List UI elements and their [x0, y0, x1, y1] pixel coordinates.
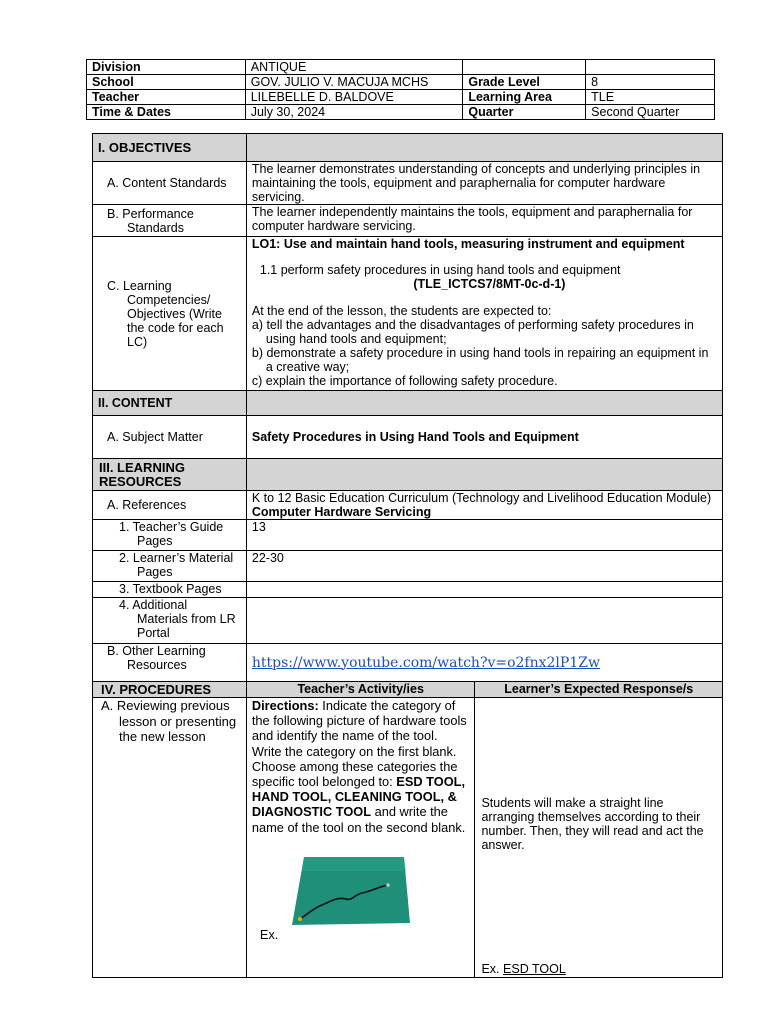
teacher-activity-cell	[246, 698, 475, 978]
additional-materials-value	[246, 598, 722, 644]
school-value: GOV. JULIO V. MACUJA MCHS	[245, 75, 463, 90]
other-resources-cell	[246, 644, 722, 682]
lo1-title: LO1: Use and maintain hand tools, measuring instrument and equipment	[251, 237, 685, 251]
quarter-label: Quarter	[463, 105, 586, 120]
time-dates-value: July 30, 2024	[245, 105, 463, 120]
content-heading: II. CONTENT	[93, 391, 247, 416]
teachers-guide-value: 13	[246, 520, 722, 551]
objective-c: c) explain the importance of following safety procedure.	[251, 374, 558, 388]
directions-text	[252, 698, 470, 835]
learners-material-label: 2. Learner’s Material Pages	[93, 551, 247, 582]
references-bold: Computer Hardware Servicing	[251, 505, 432, 519]
references-text: K to 12 Basic Education Curriculum (Technology and Livelihood Education Module)	[251, 491, 712, 505]
youtube-link[interactable]: https://www.youtube.com/watch?v=o2fnx2lP1Zw	[251, 654, 600, 671]
content-heading-fill	[246, 391, 722, 416]
other-resources-label: B. Other Learning Resources	[93, 644, 247, 682]
learning-competencies-cell	[246, 237, 722, 391]
empty-cell	[463, 60, 586, 75]
references-label: A. References	[93, 491, 247, 520]
learning-area-label: Learning Area	[463, 90, 586, 105]
learning-area-value: TLE	[586, 90, 715, 105]
performance-standards-text: The learner independently maintains the tools, equipment and paraphernalia for computer hardware servicing.	[246, 205, 722, 237]
lesson-plan-table	[92, 133, 723, 978]
example-label: Ex.	[259, 926, 279, 942]
example-answer-prefix: Ex.	[481, 962, 504, 976]
performance-standards-label: B. Performance Standards	[93, 205, 247, 237]
directions-tail: and write the name of the tool on the second blank.	[251, 804, 466, 835]
learning-competencies-label: C. Learning Competencies/ Objectives (Write the code for each LC)	[93, 237, 247, 391]
learners-material-value: 22-30	[246, 551, 722, 582]
content-standards-label: A. Content Standards	[93, 162, 247, 205]
teachers-guide-label: 1. Teacher’s Guide Pages	[93, 520, 247, 551]
competency-item: 1.1 perform safety procedures in using hand tools and equipment	[259, 263, 621, 277]
example-answer-value: ESD TOOL	[503, 962, 566, 976]
objectives-heading: I. OBJECTIVES	[93, 134, 247, 162]
quarter-value: Second Quarter	[586, 105, 715, 120]
reviewing-lesson-label: A. Reviewing previous lesson or presenting the new lesson	[93, 698, 247, 978]
objectives-heading-fill	[246, 134, 722, 162]
header-info-table	[86, 59, 715, 120]
references-cell	[246, 491, 722, 520]
subject-matter-label: A. Subject Matter	[93, 416, 247, 459]
subject-matter-value: Safety Procedures in Using Hand Tools and Equipment	[246, 416, 722, 459]
esd-mat-image	[292, 857, 410, 925]
example-answer	[481, 962, 565, 976]
directions-body: Indicate the category of the following picture of hardware tools and identify the name of the tool. Write the category on the first blank. Choose among these categories the specific tool belonged to:	[251, 698, 467, 790]
teacher-value: LILEBELLE D. BALDOVE	[245, 90, 463, 105]
learner-response-text: Students will make a straight line arranging themselves according to their number. Then, they will read and act the answer.	[481, 796, 704, 852]
learning-resources-heading-fill	[246, 459, 722, 491]
textbook-pages-label: 3. Textbook Pages	[93, 582, 247, 598]
learner-response-header: Learner’s Expected Response/s	[475, 682, 723, 698]
additional-materials-label: 4. Additional Materials from LR Portal	[93, 598, 247, 644]
school-label: School	[87, 75, 246, 90]
learning-resources-heading: III. LEARNING RESOURCES	[93, 459, 247, 491]
division-value: ANTIQUE	[245, 60, 463, 75]
empty-cell	[586, 60, 715, 75]
objective-a: a) tell the advantages and the disadvantages of performing safety procedures in using hand tools and equipment;	[251, 318, 694, 346]
procedures-heading: IV. PROCEDURES	[93, 682, 247, 698]
objective-b: b) demonstrate a safety procedure in using hand tools in repairing an equipment in a creative way;	[251, 346, 709, 374]
competency-code: (TLE_ICTCS7/8MT-0c-d-1)	[413, 277, 566, 291]
grade-level-label: Grade Level	[463, 75, 586, 90]
teacher-activity-header: Teacher’s Activity/ies	[246, 682, 475, 698]
time-dates-label: Time & Dates	[87, 105, 246, 120]
objectives-intro: At the end of the lesson, the students are expected to:	[251, 304, 552, 318]
teacher-label: Teacher	[87, 90, 246, 105]
learner-response-cell	[475, 698, 723, 978]
textbook-pages-value	[246, 582, 722, 598]
content-standards-text: The learner demonstrates understanding of concepts and underlying principles in maintaining the tools, equipment and paraphernalia for computer hardware servicing.	[246, 162, 722, 205]
example-image-area	[252, 847, 470, 957]
directions-label: Directions:	[251, 698, 319, 713]
grade-level-value: 8	[586, 75, 715, 90]
division-label: Division	[87, 60, 246, 75]
directions-categories: ESD TOOL, HAND TOOL, CLEANING TOOL, & DIAGNOSTIC TOOL	[251, 774, 466, 820]
